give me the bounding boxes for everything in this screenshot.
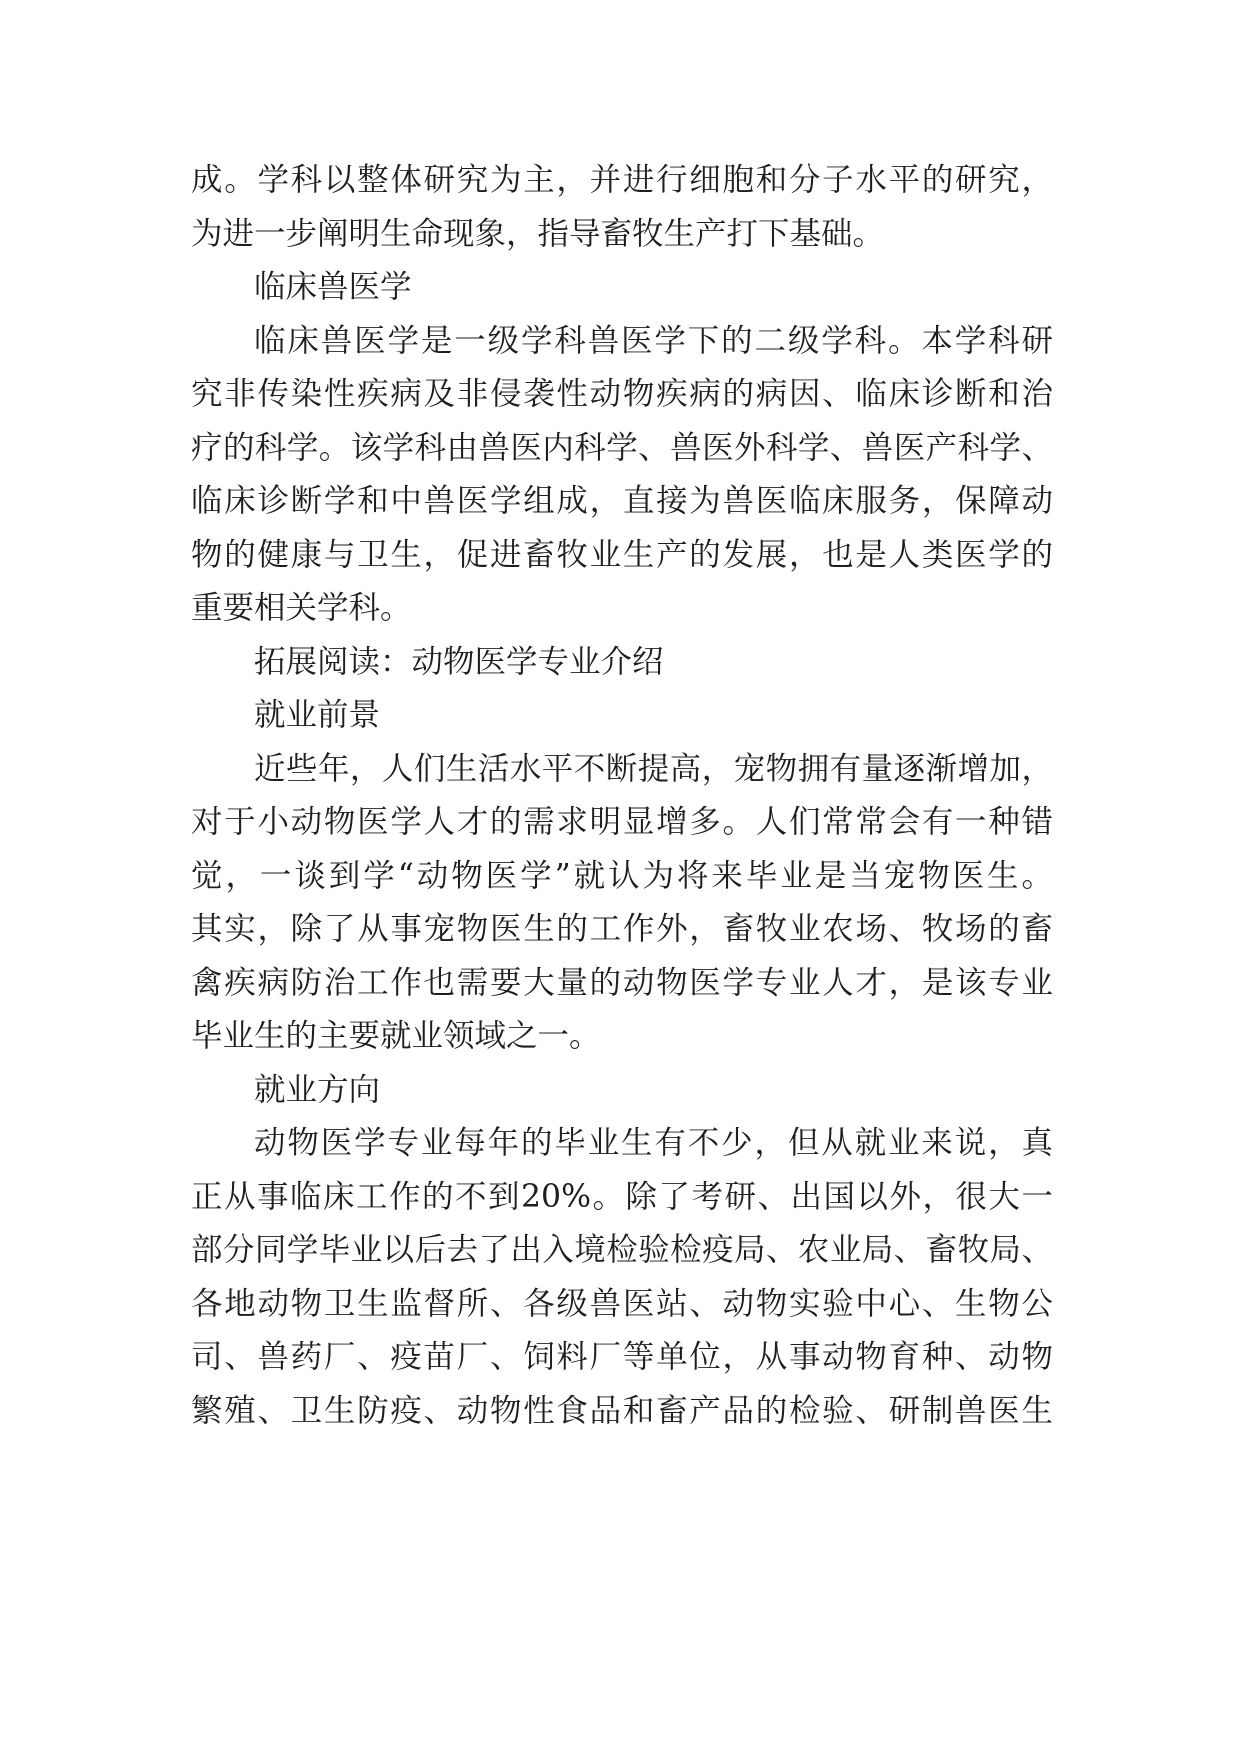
text-line: 部分同学毕业以后去了出入境检验检疫局、农业局、畜牧局、 xyxy=(191,1232,1053,1268)
text-line: 动物医学专业每年的毕业生有不少，但从就业来说，真 xyxy=(254,1125,1053,1161)
text-line: 近些年，人们生活水平不断提高，宠物拥有量逐渐增加， xyxy=(254,750,1053,787)
text-line: 究非传染性疾病及非侵袭性动物疾病的病因、临床诊断和治 xyxy=(191,376,1053,412)
text-line: 为进一步阐明生命现象，指导畜牧生产打下基础。 xyxy=(191,215,885,252)
text-line: 正从事临床工作的不到20%。除了考研、出国以外，很大一 xyxy=(191,1178,1053,1215)
text-line: 疗的科学。该学科由兽医内科学、兽医外科学、兽医产科学、 xyxy=(191,429,1053,466)
paragraph xyxy=(191,743,1053,1064)
section-heading xyxy=(191,689,1053,743)
heading-text: 临床兽医学 xyxy=(254,269,412,305)
paragraph xyxy=(191,1117,1053,1438)
heading-text: 就业前景 xyxy=(254,697,381,733)
text-line: 繁殖、卫生防疫、动物性食品和畜产品的检验、研制兽医生 xyxy=(191,1392,1053,1429)
text-line: 觉，一谈到学“动物医学”就认为将来毕业是当宠物医生。 xyxy=(191,857,1053,894)
text-line: 物的健康与卫生，促进畜牧业生产的发展，也是人类医学的 xyxy=(191,536,1053,573)
paragraph xyxy=(191,315,1053,636)
document-body xyxy=(191,154,1053,1438)
text-line: 禽疾病防治工作也需要大量的动物医学专业人才，是该专业 xyxy=(191,964,1053,1001)
text-line: 重要相关学科。 xyxy=(191,590,412,626)
section-heading xyxy=(191,636,1053,690)
text-line: 毕业生的主要就业领域之一。 xyxy=(191,1018,601,1054)
text-line: 对于小动物医学人才的需求明显增多。人们常常会有一种错 xyxy=(191,804,1053,840)
heading-text: 拓展阅读：动物医学专业介绍 xyxy=(254,643,664,680)
heading-text: 就业方向 xyxy=(254,1071,381,1108)
section-heading xyxy=(191,261,1053,315)
text-line: 其实，除了从事宠物医生的工作外，畜牧业农场、牧场的畜 xyxy=(191,911,1053,947)
text-line: 临床兽医学是一级学科兽医学下的二级学科。本学科研 xyxy=(254,322,1053,359)
text-line: 临床诊断学和中兽医学组成，直接为兽医临床服务，保障动 xyxy=(191,483,1053,519)
section-heading xyxy=(191,1064,1053,1118)
paragraph xyxy=(191,154,1053,261)
text-line: 各地动物卫生监督所、各级兽医站、动物实验中心、生物公 xyxy=(191,1285,1053,1322)
text-line: 司、兽药厂、疫苗厂、饲料厂等单位，从事动物育种、动物 xyxy=(191,1339,1053,1375)
text-line: 成。学科以整体研究为主，并进行细胞和分子水平的研究， xyxy=(191,162,1053,198)
